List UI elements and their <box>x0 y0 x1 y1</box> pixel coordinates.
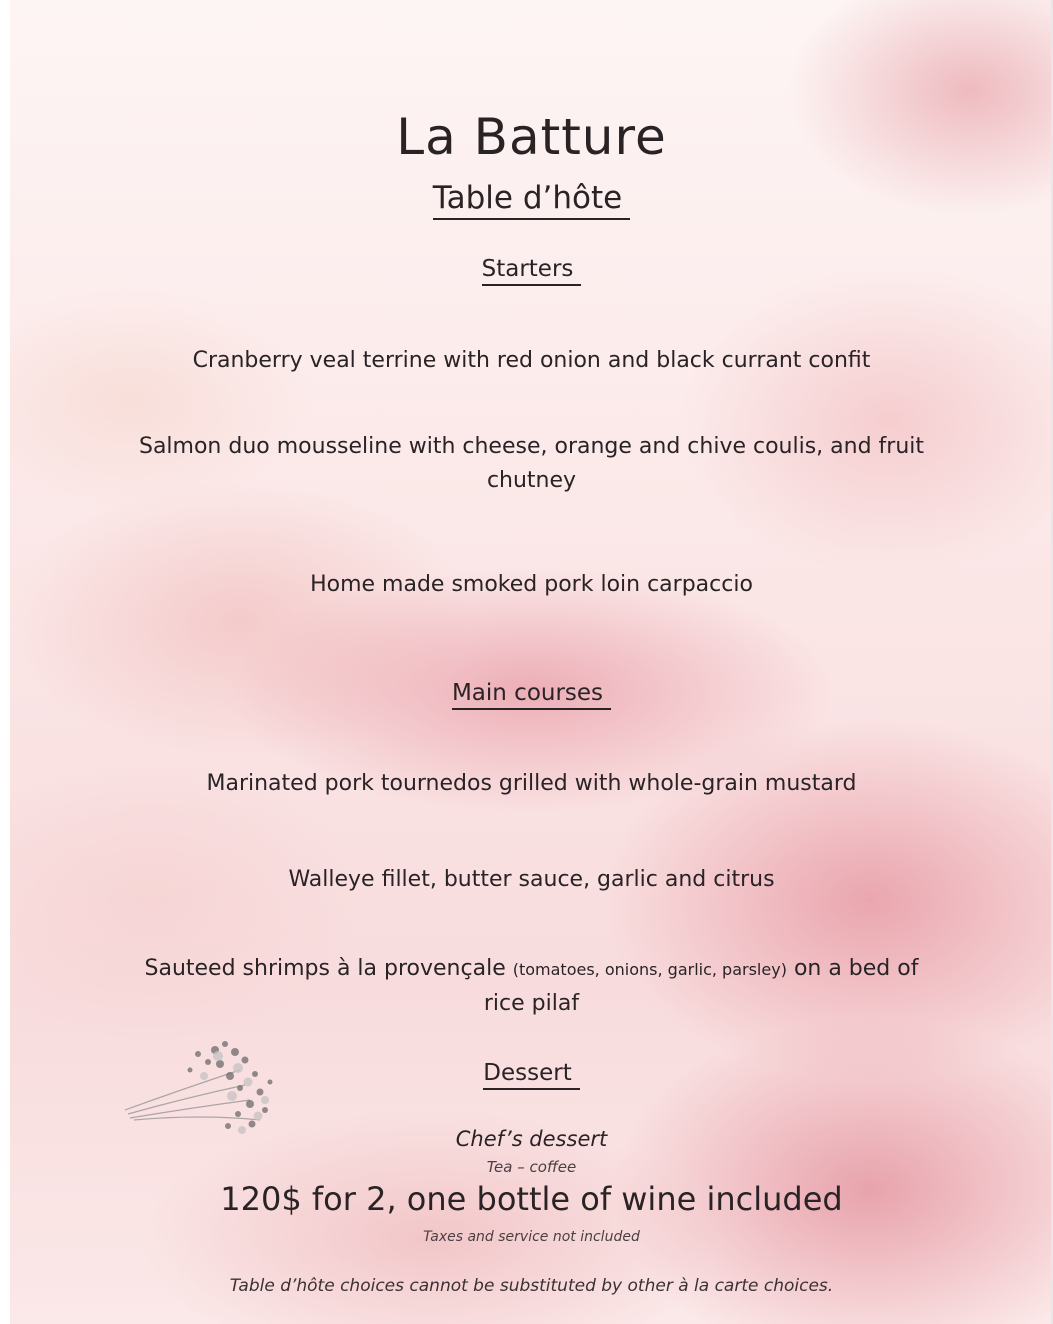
menu-subtitle <box>10 180 1053 216</box>
starter-item-2-cont: chutney <box>486 468 577 493</box>
main-item-3-bed: on a bed of <box>793 956 919 981</box>
menu-subtitle-text: Table d’hôte <box>433 180 630 220</box>
dessert-item-2: Tea – coffee <box>486 1158 577 1176</box>
dessert-item-1: Chef’s dessert <box>455 1127 608 1151</box>
menu-page <box>10 0 1053 1324</box>
tax-note: Taxes and service not included <box>423 1229 640 1245</box>
main-item-3-detail: (tomatoes, onions, garlic, parsley) <box>512 960 787 979</box>
main-item-1: Marinated pork tournedos grilled with whole-grain mustard <box>206 771 857 796</box>
main-item-3 <box>10 952 1053 987</box>
section-heading-mains-text: Main courses <box>452 680 611 710</box>
starter-item-2: Salmon duo mousseline with cheese, orange and chive coulis, and fruit <box>138 434 925 459</box>
main-item-3-name: Sauteed shrimps à la provençale <box>144 956 506 981</box>
main-item-3-cont: rice pilaf <box>483 991 580 1016</box>
section-heading-starters <box>10 256 1053 282</box>
section-heading-mains <box>10 680 1053 706</box>
section-heading-dessert-text: Dessert <box>483 1060 579 1090</box>
price-line: 120$ for 2, one bottle of wine included <box>220 1180 843 1218</box>
starter-item-3: Home made smoked pork loin carpaccio <box>310 572 753 597</box>
restaurant-name: La Batture <box>396 108 667 166</box>
flower-bouquet-icon <box>120 1030 280 1145</box>
disclaimer: Table d’hôte choices cannot be substituted by other à la carte choices. <box>229 1276 834 1296</box>
section-heading-starters-text: Starters <box>482 256 582 286</box>
starter-item-1: Cranberry veal terrine with red onion and black currant confit <box>192 348 871 373</box>
main-item-2: Walleye fillet, butter sauce, garlic and citrus <box>288 867 775 892</box>
